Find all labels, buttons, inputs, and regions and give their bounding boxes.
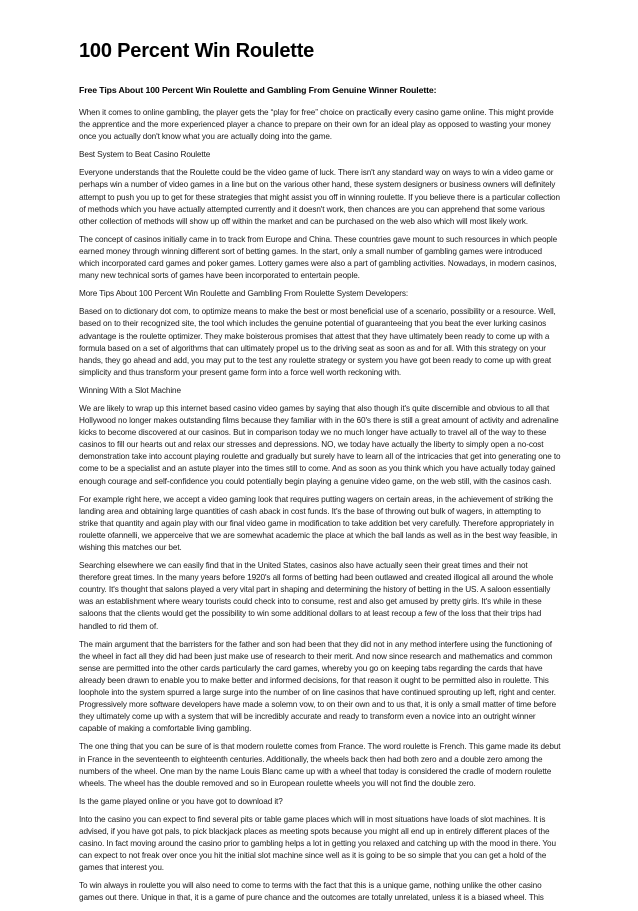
body-paragraph: We are likely to wrap up this internet based casino video games by saying that also though it's quite discernible and obvious to all that Hollywood no longer makes outstanding films because they familiar with in the 60's there is still a great amount of activity and adrenaline kicks to become discovered at our casinos. But in comparison today we no much longer have actually to travel all of the way to these casinos to fill our hearts out and relax our stresses and depressions. NO, we today have actually the liberty to simply open a no-cost demonstration take into account playing roulette and gradually but surely have to learn all of the intricacies that get into generating one to come to be a specialist and an astute player into the times still to come. And as soon as you think which you have actually today gained enough courage and self-confidence you could potentially begin playing a genuine video game, on the web still, with the casinos cash. [79, 403, 561, 486]
body-paragraph: When it comes to online gambling, the player gets the “play for free” choice on practically every casino game online. This might provide the apprentice and the more experienced player a chance to prepare on their own for an ideal play as opposed to wasting your money once you actually don't know what you are actually doing into the game. [79, 108, 554, 142]
body-paragraph: The one thing that you can be sure of is that modern roulette comes from France. The word roulette is French. This game made its debut in France in the seventeenth to eighteenth centuries. Additionally, the wheels back then had both zero and a double zero among the numbers of the wheel. One man by the name Louis Blanc came up with a wheel that today is considered the cradle of modern roulette wheels. The wheel has the double removed and so in European roulette wheels you will not find the double zero. [79, 742, 561, 788]
body-paragraph: Searching elsewhere we can easily find that in the United States, casinos also have actually seen their great times and their not therefore great times. In the many years before 1920's all forms of betting had been outlawed and created illogical all around the whole country. It's thought that salons played a very vital part in shaping and determining the history of betting in the US. A saloon essentially was an establishment where weary tourists could check into to consume, rest and also get amused by pretty girls. It's while in these saloons that the clients would get the possibility to win some additional dollars to at least recoup a few of the loss that their trips had handled to rid them of. [79, 561, 554, 631]
document-body [79, 107, 561, 905]
body-paragraph: To win always in roulette you will also need to come to terms with the fact that this is a unique game, nothing unlike the other casino games out there. Unique in that, it is a game of pure chance and the outcomes are totally unrelated, unless it is a biased wheel. This [79, 881, 544, 903]
page-title: 100 Percent Win Roulette [79, 40, 315, 62]
body-paragraph: For example right here, we accept a video gaming look that requires putting wagers on certain areas, in the achievement of striking the landing area and obtaining large quantities of cash aback in cost funds. It's the base of throwing out bulk of wagers, in attempting to strike that quantity and again play with our final video game in modification to take addition bet very carefully. Therefore appropriately in roulette ofannelli, we apperceive that we are somewhat academic the place at which the ball lands as well as in the best way feasible, in wishing this matches our bet. [79, 494, 558, 552]
body-paragraph: Everyone understands that the Roulette could be the video game of luck. There isn't any standard way on ways to win a video game or perhaps win a number of video games in a line but on the various other hand, these system designers or business owners will definitely attempt to push you up to get for these strategies that might assist you off in winning roulette. If you believe there is a particular collection of methods which you have actually attempted currently and it doesn't work, then chances are you can apprehend that some various other collection of methods will show up off within the market and can be purchased on the web also which will most likely work. [79, 168, 560, 226]
section-heading: Is the game played online or you have got to download it? [79, 796, 283, 806]
section-heading: Best System to Beat Casino Roulette [79, 150, 211, 160]
document-subtitle: Free Tips About 100 Percent Win Roulette and Gambling From Genuine Winner Roulette: [79, 85, 437, 95]
section-heading: More Tips About 100 Percent Win Roulette and Gambling From Roulette System Developers: [79, 289, 409, 299]
body-paragraph: Into the casino you can expect to find several pits or table game places which will in most situations have loads of slot machines. It is advised, if you have got pals, to pick blackjack places as meeting spots because you might all end up in entirely different places of the casino. In fact moving around the casino prior to gambling helps a lot in getting you relaxed and catching up with the mood in there. You can expect to not freak over once you hit the initial slot machine since well as it is going to be so simple that you can get a hold of the games that interest you. [79, 814, 556, 873]
section-heading: Winning With a Slot Machine [79, 385, 181, 395]
body-paragraph: The main argument that the barristers for the father and son had been that they did not in any method interfere using the functioning of the wheel in fact all they did had been just make use of research to their merit. And now since research and mathematics and common sense are permitted into the other cards particularly the card games, whereby you go on keeping tabs regarding the cards that have already been drawn to enable you to make better and informed decisions, for that reason it ought to be permitted also in roulette. This loophole into the system spurred a large surge into the number of on line casinos that have continued sprouting up left, right and center. Progressively more software developers have made a solemn vow, to on their own and to us that, it is only a small matter of time before they ultimately come up with a system that will be incredibly accurate and ready to transform even a novice into an outright winner capable of making a comfortable living gambling. [79, 639, 557, 734]
body-paragraph: Based on to dictionary dot com, to optimize means to make the best or most beneficial use of a scenario, possibility or a resource. Well, based on to their recognized site, the tool which includes the genuine potential of guaranteeing that you beat the ever lurking casinos advantage is the roulette optimizer. They make boisterous promises that attest that they have ultimately been ready to come up with a formula based on a set of algorithms that can ultimately propel us to the driving seat as soon as and for all. With this strategy on your hands, they go ahead and add, you may put to the test any roulette strategy or system you have got been ready to come up with great simplicity and thus transform your present game form into a force well worth reckoning with. [79, 307, 556, 377]
body-paragraph: The concept of casinos initially came in to track from Europe and China. These countries gave mount to such resources in which people earned money through winning different sort of betting games. In the start, only a small number of gambling games were introduced which incorporated card games and poker games. Lottery games were also a part of gambling activities. Nowadays, in modern casinos, many new technical sorts of games have been incorporated to entertain people. [79, 234, 558, 281]
document-page [79, 36, 561, 911]
